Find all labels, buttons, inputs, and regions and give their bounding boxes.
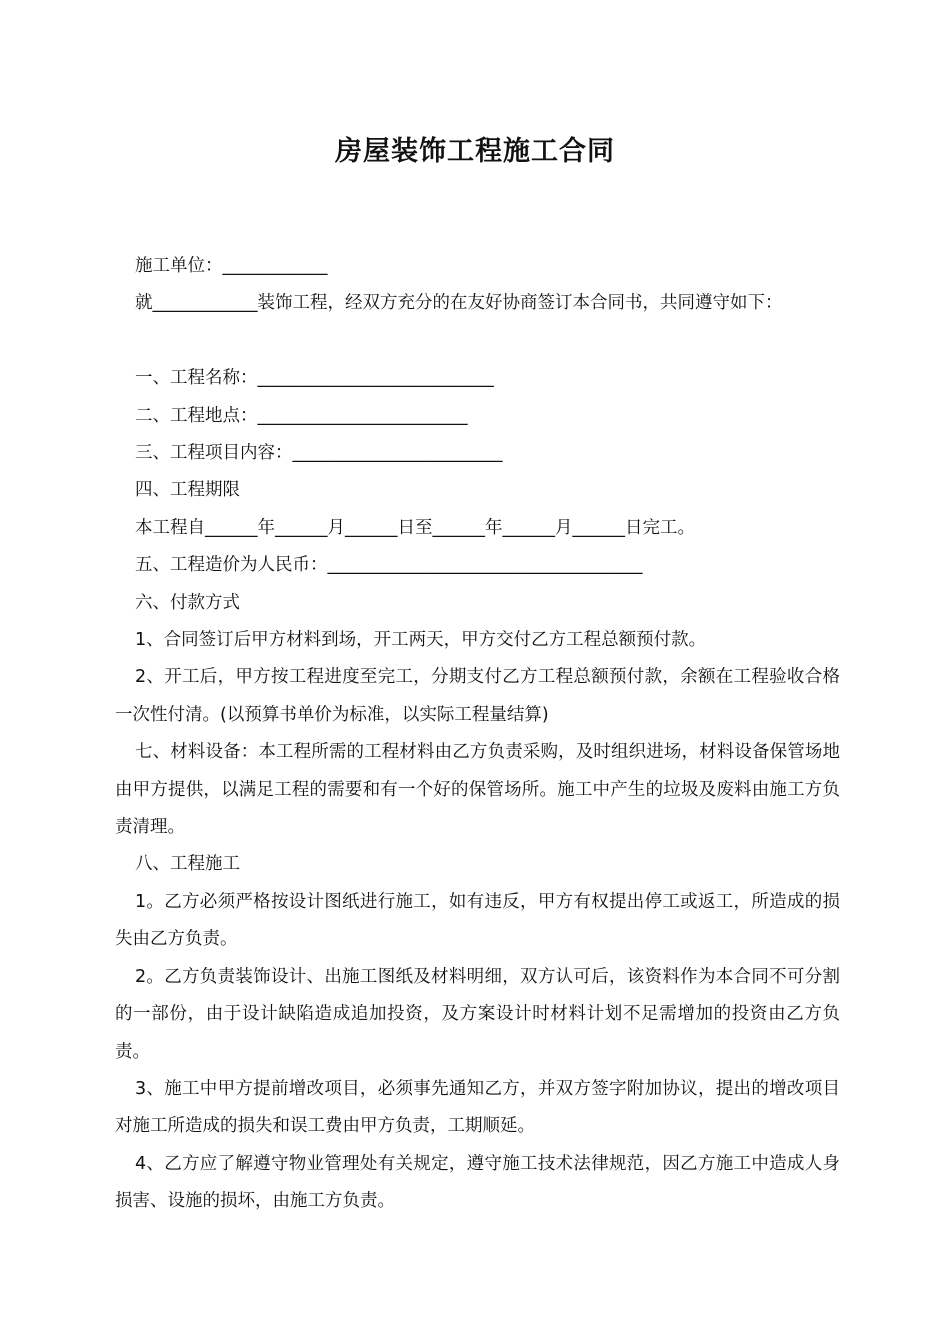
- paragraph-project-location: 二、工程地点：________________________: [135, 405, 468, 426]
- paragraph-payment-heading: 六、付款方式: [135, 592, 240, 613]
- paragraph-construction-heading: 八、工程施工: [135, 854, 240, 875]
- paragraph-contractor: 施工单位：____________: [135, 256, 328, 276]
- paragraph-project-name: 一、工程名称：___________________________: [135, 368, 494, 389]
- paragraph-preamble: 就____________装饰工程，经双方充分的在友好协商签订本合同书，共同遵守如下：: [135, 293, 783, 314]
- paragraph-materials: 七、材料设备：本工程所需的工程材料由乙方负责采购，及时组织进场，材料设备保管场地由甲方提供，以满足工程的需要和有一个好的保管场所。施工中产生的垃圾及废料由施工方负责清理。: [115, 742, 840, 838]
- paragraph-project-term-heading: 四、工程期限: [135, 480, 240, 501]
- paragraph-construction-3: 3、施工中甲方提前增改项目，必须事先通知乙方，并双方签字附加协议，提出的增改项目对施工所造成的损失和误工费由甲方负责，工期顺延。: [115, 1078, 840, 1137]
- paragraph-project-term: 本工程自______年______月______日至______年______月______日完工。: [135, 517, 695, 538]
- document-body: [115, 248, 840, 1221]
- paragraph-construction-1: 1。乙方必须严格按设计图纸进行施工，如有违反，甲方有权提出停工或返工，所造成的损失由乙方负责。: [115, 891, 840, 950]
- paragraph-project-cost: 五、工程造价为人民币：____________________________________: [135, 555, 643, 576]
- blank-line: [115, 323, 840, 360]
- document-title: 房屋装饰工程施工合同: [335, 136, 615, 167]
- paragraph-project-content: 三、工程项目内容：________________________: [135, 443, 503, 464]
- paragraph-construction-2: 2。乙方负责装饰设计、出施工图纸及材料明细，双方认可后，该资料作为本合同不可分割的一部份，由于设计缺陷造成追加投资，及方案设计时材料计划不足需增加的投资由乙方负责。: [115, 966, 840, 1062]
- paragraph-payment-1: 1、合同签订后甲方材料到场，开工两天，甲方交付乙方工程总额预付款。: [135, 630, 707, 651]
- paragraph-payment-2: 2、开工后，甲方按工程进度至完工，分期支付乙方工程总额预付款，余额在工程验收合格一次性付清。(以预算书单价为标准，以实际工程量结算): [115, 667, 840, 725]
- paragraph-construction-4: 4、乙方应了解遵守物业管理处有关规定，遵守施工技术法律规范，因乙方施工中造成人身损害、设施的损坏，由施工方负责。: [115, 1153, 840, 1212]
